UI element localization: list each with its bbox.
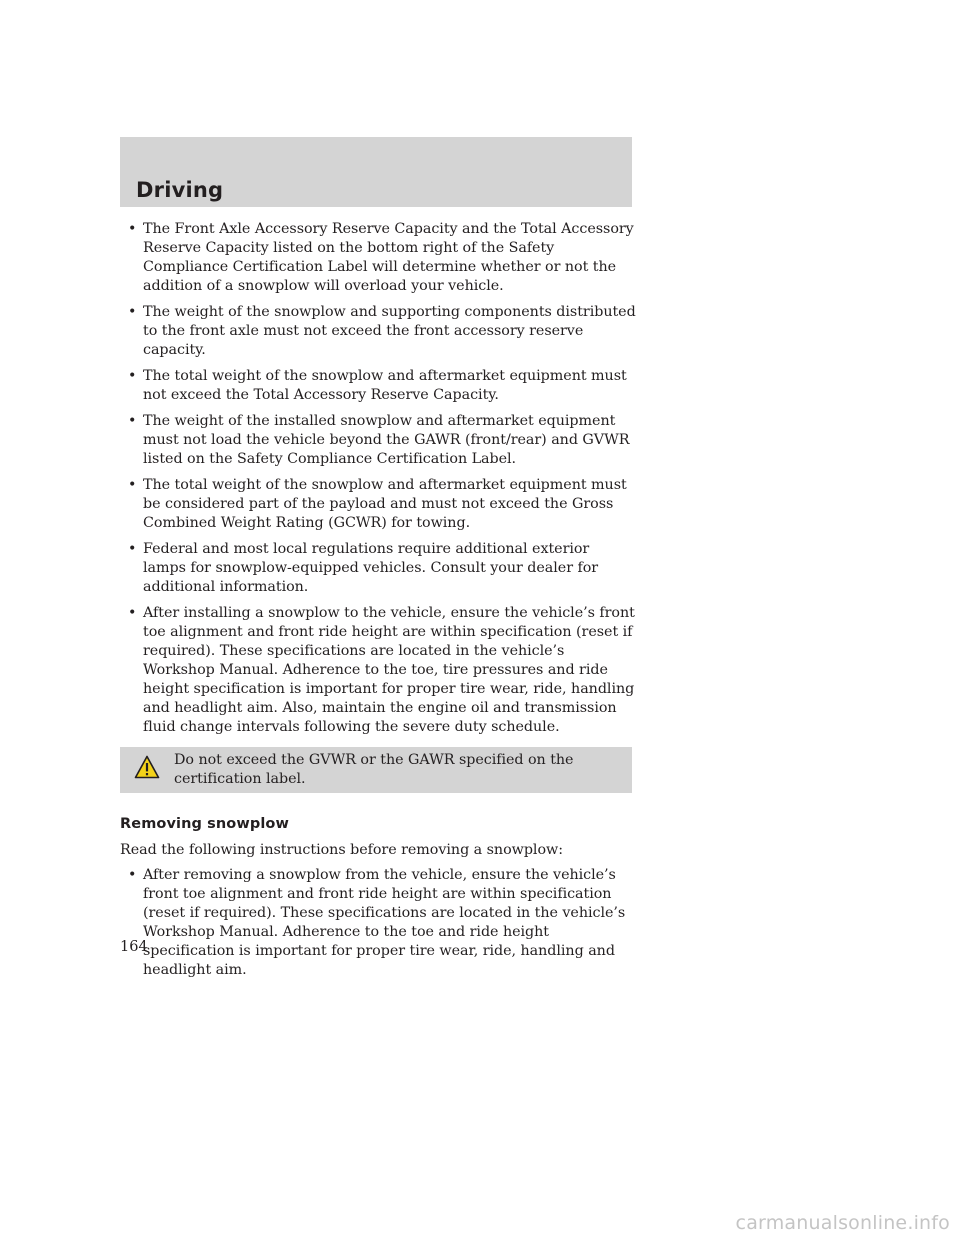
section-title: Driving (136, 178, 224, 202)
list-item: • After removing a snowplow from the vehicle, ensure the vehicle’s front toe alignment and front ride height are within specification (reset if required). These specifications are located in the vehicle’s Workshop Manual. Adherence to the toe and ride height specification is important for proper tire wear, ride, handling and headlight aim. (120, 866, 636, 980)
warning-text: Do not exceed the GVWR or the GAWR specified on the certification label. (174, 752, 574, 787)
page-content (120, 220, 636, 987)
warning-box (120, 747, 632, 793)
list-item: • The total weight of the snowplow and aftermarket equipment must not exceed the Total Accessory Reserve Capacity. (120, 367, 636, 405)
list-item: • The total weight of the snowplow and aftermarket equipment must be considered part of the payload and must not exceed the Gross Combined Weight Rating (GCWR) for towing. (120, 476, 636, 533)
list-item: • The weight of the installed snowplow and aftermarket equipment must not load the vehicle beyond the GAWR (front/rear) and GVWR listed on the Safety Compliance Certification Label. (120, 412, 636, 469)
snowplow-guidelines-list (120, 220, 636, 737)
list-item: • The Front Axle Accessory Reserve Capacity and the Total Accessory Reserve Capacity listed on the bottom right of the Safety Compliance Certification Label will determine whether or not the addition of a snowplow will overload your vehicle. (120, 220, 636, 296)
removing-snowplow-heading: Removing snowplow (120, 816, 289, 832)
page-number: 164 (120, 939, 148, 955)
list-item: • After installing a snowplow to the vehicle, ensure the vehicle’s front toe alignment and front ride height are within specification (reset if required). These specifications are located in the vehicle’s Workshop Manual. Adherence to the toe, tire pressures and ride height specification is important for proper tire wear, ride, handling and headlight aim. Also, maintain the engine oil and transmission fluid change intervals following the severe duty schedule. (120, 604, 636, 737)
removing-snowplow-list (120, 866, 636, 980)
removing-intro: Read the following instructions before removing a snowplow: (120, 842, 563, 858)
watermark-text: carmanualsonline.info (735, 1212, 950, 1234)
warning-triangle-icon (134, 755, 160, 779)
list-item: • The weight of the snowplow and supporting components distributed to the front axle must not exceed the front accessory reserve capacity. (120, 303, 636, 360)
list-item: • Federal and most local regulations require additional exterior lamps for snowplow-equipped vehicles. Consult your dealer for additional information. (120, 540, 636, 597)
section-header-band (120, 137, 632, 207)
